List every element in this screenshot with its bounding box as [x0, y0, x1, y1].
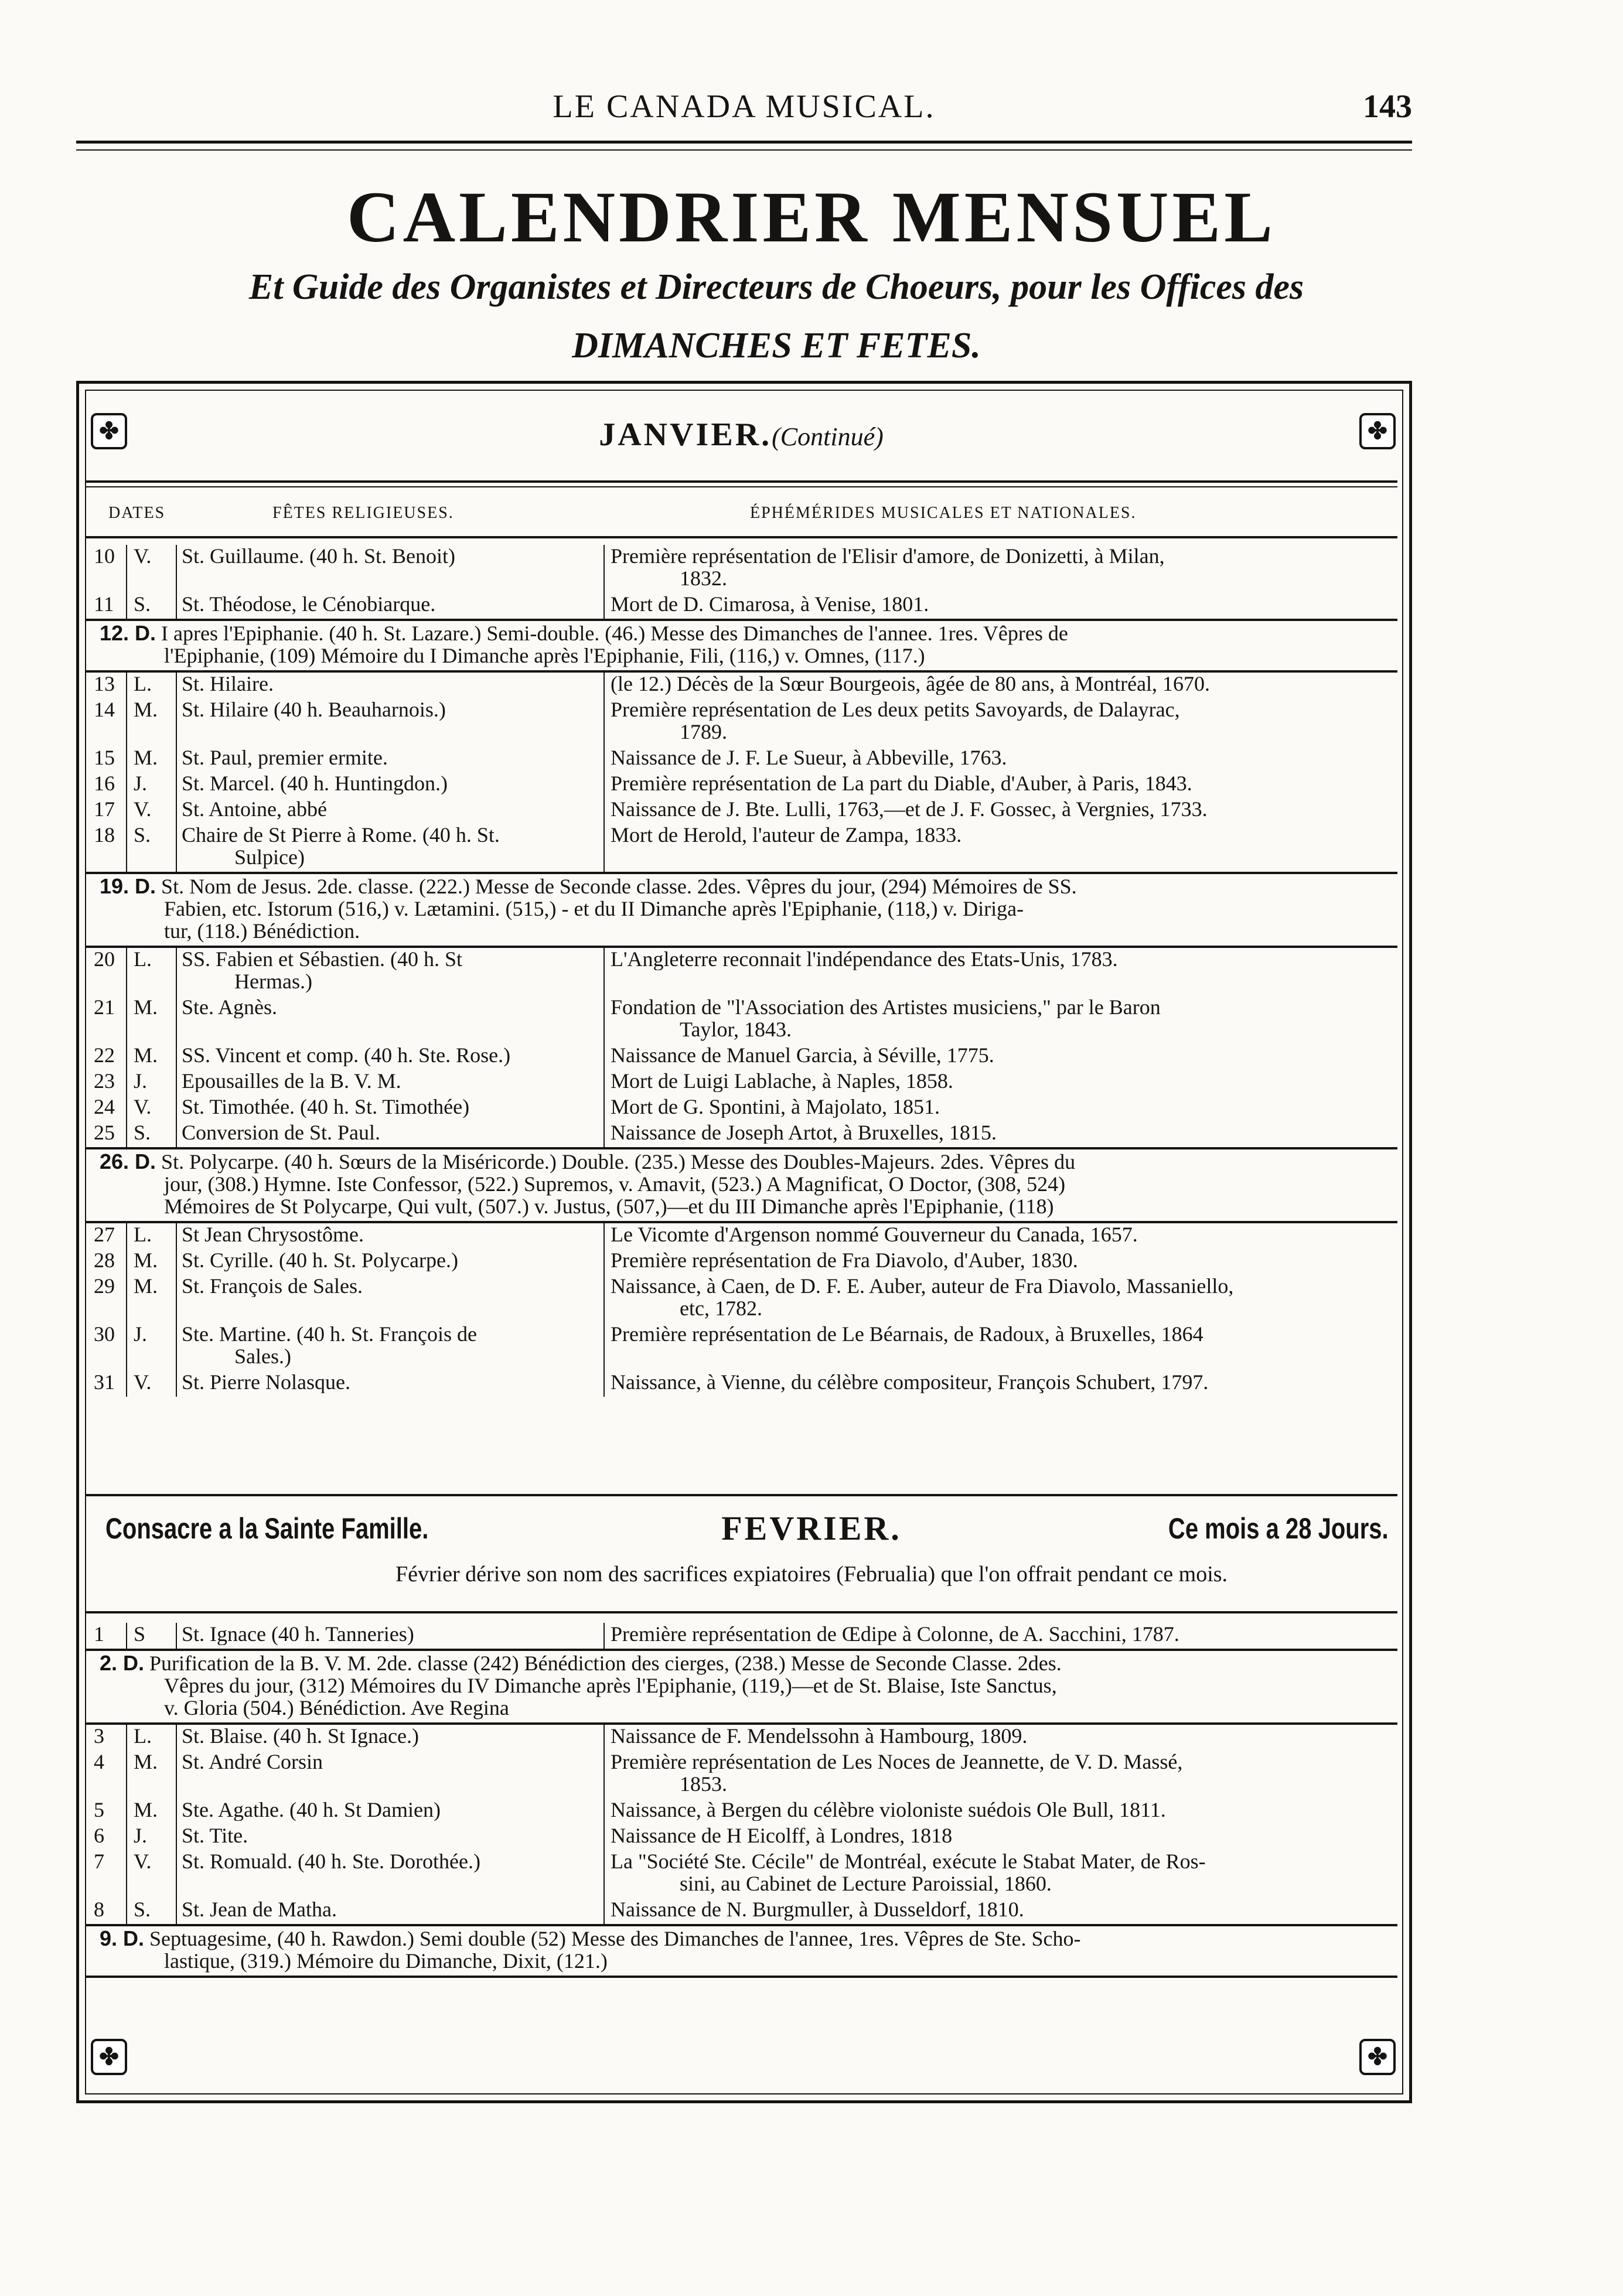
feast-text: Ste. Agnès.: [182, 996, 278, 1018]
fevrier-dedication: Consacre a la Sainte Famille.: [105, 1512, 429, 1545]
ephemeris-text: Naissance de J. F. Le Sueur, à Abbeville, 1763.: [611, 746, 1007, 769]
weekday: J.: [134, 1824, 148, 1847]
weekday: S.: [134, 823, 151, 847]
ephemeris-text: Première représentation de l'Elisir d'amore, de Donizetti, à Milan,: [611, 545, 1165, 567]
column-rule: [176, 948, 177, 1147]
feast-text: Ste. Agathe. (40 h. St Damien): [182, 1799, 441, 1821]
sunday-office-text: Purification de la B. V. M. 2de. classe (242) Bénédiction des cierges, (238.) Messe de Seconde Classe. 2des.: [149, 1652, 1062, 1675]
date-number: 31: [94, 1370, 115, 1394]
weekday: L.: [134, 672, 152, 695]
feast-text: St. Jean de Matha.: [182, 1898, 337, 1920]
ephemeris-text: Naissance de J. Bte. Lulli, 1763,—et de J. F. Gossec, à Vergnies, 1733.: [611, 798, 1208, 820]
sunday-entry: [100, 875, 1394, 898]
feast-text: St. Hilaire.: [182, 673, 274, 695]
ephemeris-text: sini, au Cabinet de Lecture Paroissial, 1860.: [680, 1872, 1052, 1895]
weekday: V.: [134, 1850, 152, 1873]
weekday: L.: [134, 1724, 152, 1748]
date-number: 7: [94, 1850, 104, 1873]
column-rule: [603, 1725, 605, 1924]
ephemeris-text: Taylor, 1843.: [680, 1018, 792, 1041]
column-rule: [126, 1725, 127, 1924]
column-rule: [126, 1623, 127, 1649]
ephemeris-text: Le Vicomte d'Argenson nommé Gouverneur du Canada, 1657.: [611, 1223, 1138, 1246]
ornament-icon: ✤: [91, 2039, 127, 2075]
sunday-date: 12. D.: [100, 621, 156, 645]
date-number: 6: [94, 1824, 104, 1847]
feast-text: St. Tite.: [182, 1824, 248, 1847]
ephemeris-text: Naissance, à Vienne, du célèbre compositeur, François Schubert, 1797.: [611, 1371, 1209, 1393]
feast-text: St. Marcel. (40 h. Huntingdon.): [182, 772, 448, 794]
sunday-rule: [85, 1924, 1397, 1926]
date-number: 13: [94, 672, 115, 695]
date-number: 21: [94, 995, 115, 1019]
ephemeris-text: etc, 1782.: [680, 1297, 762, 1320]
sunday-office-text: St. Nom de Jesus. 2de. classe. (222.) Messe de Seconde classe. 2des. Vêpres du jour, (294) Mémoires de SS.: [161, 875, 1077, 898]
weekday: S.: [134, 1898, 151, 1921]
feast-text: Conversion de St. Paul.: [182, 1121, 380, 1144]
weekday: S: [134, 1622, 146, 1646]
sunday-rule: [85, 1147, 1397, 1149]
sunday-rule: [85, 872, 1397, 874]
sunday-office-text: Septuagesime, (40 h. Rawdon.) Semi double (52) Messe des Dimanches de l'annee, 1res. Vêpres de Ste. Scho-: [149, 1927, 1081, 1950]
column-rule: [126, 948, 127, 1147]
table-top-rule: [85, 480, 1397, 483]
ephemeris-text: Première représentation de Le Béarnais, de Radoux, à Bruxelles, 1864: [611, 1323, 1203, 1345]
month-janvier-title: JANVIER.: [599, 417, 772, 453]
feast-text: Hermas.): [234, 970, 312, 993]
date-number: 15: [94, 746, 115, 769]
column-rule: [126, 545, 127, 619]
feast-text: St. Théodose, le Cénobiarque.: [182, 593, 436, 615]
date-number: 20: [94, 947, 115, 971]
column-rule: [176, 1223, 177, 1397]
journal-title: LE CANADA MUSICAL.: [553, 88, 936, 125]
month-janvier-heading: [76, 416, 1406, 453]
col-header-fetes: FÊTES RELIGIEUSES.: [272, 504, 454, 522]
sunday-office-text: I apres l'Epiphanie. (40 h. St. Lazare.) Semi-double. (46.) Messe des Dimanches de l'annee. 1res. Vêpres de: [161, 622, 1068, 645]
table-top-rule-thin: [85, 486, 1397, 487]
running-header: [76, 88, 1412, 129]
date-number: 4: [94, 1750, 104, 1773]
date-number: 30: [94, 1322, 115, 1346]
feast-text: St. Blaise. (40 h. St Ignace.): [182, 1725, 419, 1747]
sunday-office-text: jour, (308.) Hymne. Iste Confessor, (522.) Supremos, v. Amavit, (523.) A Magnificat, O Doctor, (308, 524): [164, 1172, 1066, 1196]
date-number: 28: [94, 1248, 115, 1272]
sunday-entry: [100, 1927, 1394, 1950]
ephemeris-text: Première représentation de Œdipe à Colonne, de A. Sacchini, 1787.: [611, 1623, 1179, 1645]
sunday-office-text: St. Polycarpe. (40 h. Sœurs de la Miséricorde.) Double. (235.) Messe des Doubles-Majeurs. 2des. Vêpres du: [161, 1150, 1076, 1173]
weekday: M.: [134, 698, 158, 721]
feast-text: St. Antoine, abbé: [182, 798, 327, 820]
ephemeris-text: Naissance de Manuel Garcia, à Séville, 1775.: [611, 1044, 994, 1066]
sunday-office-text: l'Epiphanie, (109) Mémoire du I Dimanche après l'Epiphanie, Fili, (116,) v. Omnes, (117.): [164, 644, 925, 667]
weekday: M.: [134, 1043, 158, 1067]
column-rule: [176, 1725, 177, 1924]
column-rule: [176, 1623, 177, 1649]
ephemeris-text: Naissance de Joseph Artot, à Bruxelles, 1815.: [611, 1121, 997, 1144]
feast-text: St. Cyrille. (40 h. St. Polycarpe.): [182, 1249, 458, 1271]
date-number: 27: [94, 1223, 115, 1246]
ephemeris-text: L'Angleterre reconnait l'indépendance des Etats-Unis, 1783.: [611, 948, 1118, 970]
ephemeris-text: Première représentation de La part du Diable, d'Auber, à Paris, 1843.: [611, 772, 1192, 794]
feast-text: St. Ignace (40 h. Tanneries): [182, 1623, 414, 1645]
date-number: 17: [94, 797, 115, 821]
date-number: 14: [94, 698, 115, 721]
ornament-icon: ✤: [1359, 2039, 1396, 2075]
weekday: V.: [134, 1370, 152, 1394]
ephemeris-text: Naissance de F. Mendelssohn à Hambourg, 1809.: [611, 1725, 1028, 1747]
date-number: 24: [94, 1095, 115, 1118]
sunday-date: 26. D.: [100, 1149, 156, 1173]
date-number: 8: [94, 1898, 104, 1921]
feast-text: St. François de Sales.: [182, 1275, 363, 1297]
feast-text: St. Paul, premier ermite.: [182, 746, 388, 769]
sunday-office-text: Vêpres du jour, (312) Mémoires du IV Dimanche après l'Epiphanie, (119,)—et de St. Blaise, Iste Sanctus,: [164, 1674, 1057, 1697]
feast-text: St. Romuald. (40 h. Ste. Dorothée.): [182, 1850, 480, 1872]
subtitle-line-2: DIMANCHES ET FETES.: [572, 326, 981, 366]
column-rule: [176, 545, 177, 619]
sunday-office-text: tur, (118.) Bénédiction.: [164, 919, 360, 943]
column-rule: [603, 673, 605, 872]
column-rule: [603, 948, 605, 1147]
header-bottom-rule: [85, 536, 1397, 538]
subtitle-line-1: Et Guide des Organistes et Directeurs de Choeurs, pour les Offices des: [248, 267, 1304, 307]
sunday-date: 19. D.: [100, 874, 156, 898]
calendar-title: CALENDRIER MENSUEL: [347, 177, 1276, 257]
ephemeris-text: Naissance de N. Burgmuller, à Dusseldorf, 1810.: [611, 1898, 1024, 1920]
ornament-icon: ✤: [91, 413, 127, 449]
column-rule: [126, 1223, 127, 1397]
weekday: V.: [134, 1095, 152, 1118]
date-number: 25: [94, 1121, 115, 1144]
weekday: J.: [134, 772, 148, 795]
sunday-date: 9. D.: [100, 1926, 145, 1950]
ephemeris-text: Première représentation de Fra Diavolo, d'Auber, 1830.: [611, 1249, 1078, 1271]
ephemeris-text: (le 12.) Décès de la Sœur Bourgeois, âgée de 80 ans, à Montréal, 1670.: [611, 673, 1211, 695]
weekday: M.: [134, 995, 158, 1019]
ephemeris-text: Mort de G. Spontini, à Majolato, 1851.: [611, 1096, 940, 1118]
sunday-entry: [100, 1652, 1394, 1674]
ephemeris-text: Mort de Luigi Lablache, à Naples, 1858.: [611, 1070, 953, 1092]
feast-text: St. Guillaume. (40 h. St. Benoit): [182, 545, 455, 567]
weekday: L.: [134, 947, 152, 971]
ephemeris-text: Naissance, à Caen, de D. F. E. Auber, auteur de Fra Diavolo, Massaniello,: [611, 1275, 1234, 1297]
sunday-rule: [85, 1976, 1397, 1978]
feast-text: St. Timothée. (40 h. St. Timothée): [182, 1096, 470, 1118]
weekday: M.: [134, 1248, 158, 1272]
fevrier-day-count: Ce mois a 28 Jours.: [1168, 1512, 1389, 1545]
date-number: 22: [94, 1043, 115, 1067]
weekday: S.: [134, 592, 151, 616]
feast-text: Chaire de St Pierre à Rome. (40 h. St.: [182, 824, 500, 846]
sunday-office-text: Fabien, etc. Istorum (516,) v. Lætamini. (515,) - et du II Dimanche après l'Epiphanie, (118,) v. Diriga-: [164, 897, 1024, 920]
feast-text: Sulpice): [234, 845, 305, 869]
sunday-entry: [100, 622, 1394, 644]
date-number: 5: [94, 1798, 104, 1821]
column-rule: [176, 673, 177, 872]
date-number: 10: [94, 544, 115, 568]
ephemeris-text: Naissance, à Bergen du célèbre violoniste suédois Ole Bull, 1811.: [611, 1799, 1166, 1821]
weekday: M.: [134, 1750, 158, 1773]
month-fevrier-title: FEVRIER.: [721, 1509, 902, 1547]
fevrier-note: Février dérive son nom des sacrifices expiatoires (Februalia) que l'on offrait pendant ce mois.: [395, 1562, 1228, 1587]
feast-text: St. Hilaire (40 h. Beauharnois.): [182, 698, 446, 721]
header-rule: [76, 141, 1412, 144]
weekday: V.: [134, 797, 152, 821]
column-rule: [603, 1623, 605, 1649]
weekday: M.: [134, 1798, 158, 1821]
ephemeris-text: Naissance de H Eicolff, à Londres, 1818: [611, 1824, 953, 1847]
weekday: V.: [134, 544, 152, 568]
weekday: S.: [134, 1121, 151, 1144]
column-rule: [603, 1223, 605, 1397]
feast-text: SS. Vincent et comp. (40 h. Ste. Rose.): [182, 1044, 511, 1066]
sunday-rule: [85, 1649, 1397, 1651]
date-number: 3: [94, 1724, 104, 1748]
ephemeris-text: Première représentation de Les deux petits Savoyards, de Dalayrac,: [611, 698, 1180, 721]
weekday: J.: [134, 1069, 148, 1093]
feast-text: Epousailles de la B. V. M.: [182, 1070, 401, 1092]
column-rule: [603, 545, 605, 619]
weekday: J.: [134, 1322, 148, 1346]
feast-text: St. Pierre Nolasque.: [182, 1371, 350, 1393]
col-header-ephemerides: ÉPHÉMÉRIDES MUSICALES ET NATIONALES.: [750, 504, 1137, 522]
ephemeris-text: Mort de D. Cimarosa, à Venise, 1801.: [611, 593, 929, 615]
ephemeris-text: 1832.: [680, 567, 727, 590]
sunday-rule: [85, 619, 1397, 621]
weekday: M.: [134, 746, 158, 769]
fevrier-table-top-rule: [85, 1611, 1397, 1613]
feast-text: Ste. Martine. (40 h. St. François de: [182, 1323, 477, 1345]
date-number: 11: [94, 592, 114, 616]
ephemeris-text: La "Société Ste. Cécile" de Montréal, exécute le Stabat Mater, de Ros-: [611, 1850, 1206, 1872]
sunday-office-text: lastique, (319.) Mémoire du Dimanche, Dixit, (121.): [164, 1949, 608, 1973]
feast-text: St. André Corsin: [182, 1751, 323, 1773]
sunday-office-text: Mémoires de St Polycarpe, Qui vult, (507.) v. Justus, (507,)—et du III Dimanche après l'Epiphanie, (118): [164, 1195, 1054, 1218]
ephemeris-text: 1789.: [680, 720, 727, 743]
feast-text: St Jean Chrysostôme.: [182, 1223, 364, 1246]
column-rule: [126, 673, 127, 872]
ephemeris-text: Première représentation de Les Noces de Jeannette, de V. D. Massé,: [611, 1751, 1183, 1773]
ephemeris-text: Mort de Herold, l'auteur de Zampa, 1833.: [611, 824, 962, 846]
sunday-entry: [100, 1151, 1394, 1173]
date-number: 1: [94, 1622, 104, 1646]
date-number: 29: [94, 1274, 115, 1298]
sunday-date: 2. D.: [100, 1651, 145, 1675]
feast-text: Sales.): [234, 1345, 291, 1368]
page-number: 143: [1363, 88, 1412, 125]
feast-text: SS. Fabien et Sébastien. (40 h. St: [182, 948, 462, 970]
weekday: M.: [134, 1274, 158, 1298]
date-number: 18: [94, 823, 115, 847]
date-number: 23: [94, 1069, 115, 1093]
weekday: L.: [134, 1223, 152, 1246]
ephemeris-text: Fondation de "l'Association des Artistes musiciens," par le Baron: [611, 996, 1161, 1018]
header-rule-thin: [76, 149, 1412, 151]
date-number: 16: [94, 772, 115, 795]
continued-label: (Continué): [772, 422, 884, 451]
ornament-icon: ✤: [1359, 413, 1396, 449]
fevrier-top-rule: [85, 1494, 1397, 1496]
ephemeris-text: 1853.: [680, 1772, 727, 1796]
sunday-office-text: v. Gloria (504.) Bénédiction. Ave Regina: [164, 1696, 509, 1720]
col-header-dates: DATES: [108, 504, 166, 522]
